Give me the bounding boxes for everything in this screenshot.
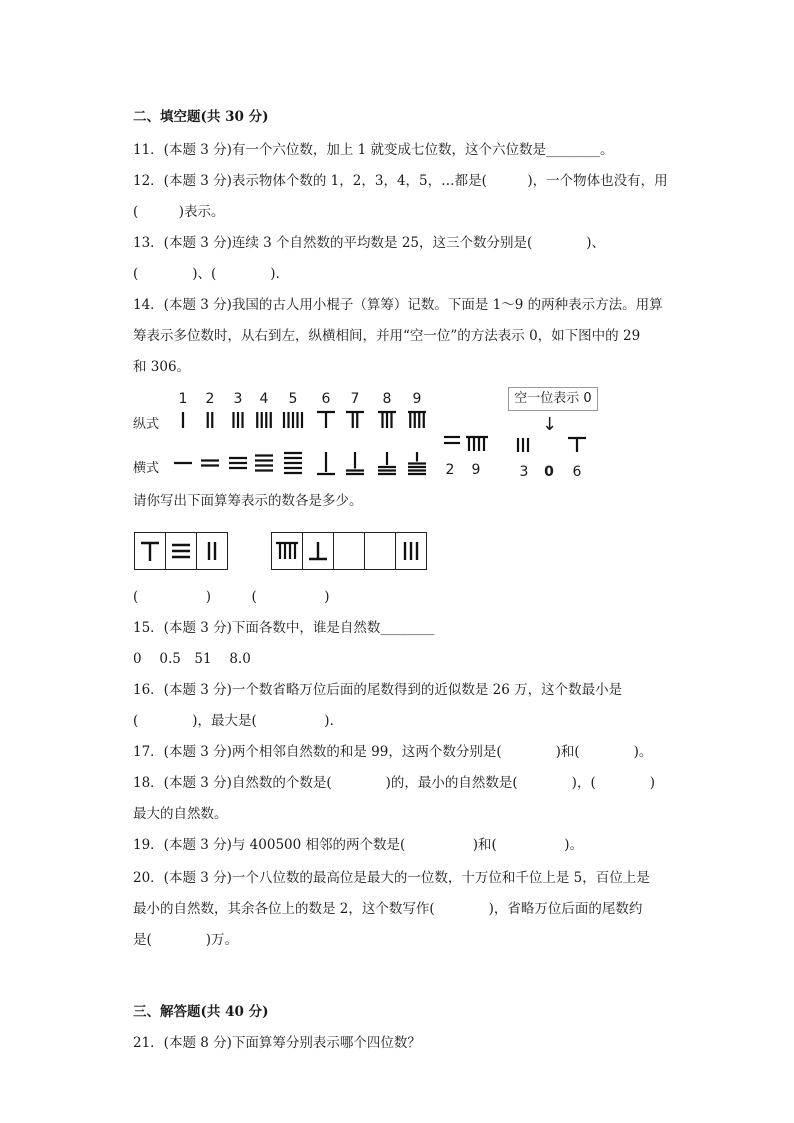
- digit-header-4: 4: [259, 391, 269, 407]
- digit-header-5: 5: [288, 391, 298, 407]
- question-20-line2: 最小的自然数，其余各位上的数是 2，这个数写作( )，省略万位后面的尾数约: [133, 901, 643, 917]
- empty-place-note: 空一位表示 0: [508, 387, 598, 411]
- rod-cell-empty: [334, 533, 365, 569]
- example2-digit-tens: 0: [544, 464, 554, 480]
- question-18-line1: 18．(本题 3 分)自然数的个数是( )的，最小的自然数是( )，( ): [133, 775, 655, 791]
- question-20-line3: 是( )万。: [133, 932, 239, 948]
- question-13-line2: ( )、( )．: [133, 266, 290, 282]
- question-17: 17．(本题 3 分)两个相邻自然数的和是 99，这两个数分别是( )和( )。: [133, 744, 653, 760]
- rod-cell: [396, 533, 426, 569]
- example1-digit-tens: 2: [445, 462, 455, 478]
- question-15-options: 0 0.5 51 8.0: [133, 651, 251, 667]
- question-20-line1: 20．(本题 3 分)一个八位数的最高位是最大的一位数，十万位和千位上是 5，百位上是: [133, 870, 650, 886]
- vertical-label: 纵式: [133, 417, 160, 432]
- question-12-line1: 12．(本题 3 分)表示物体个数的 1，2，3，4，5，…都是( )，一个物体也没有，用: [133, 173, 668, 189]
- example1-digit-ones: 9: [471, 462, 481, 478]
- example2-digit-hundreds: 3: [519, 464, 529, 480]
- digit-header-3: 3: [233, 391, 243, 407]
- arrow-icon: ↓: [542, 414, 558, 435]
- rod-box-2: [271, 532, 427, 570]
- question-16-line1: 16．(本题 3 分)一个数省略万位后面的尾数得到的近似数是 26 万，这个数最小是: [133, 682, 623, 698]
- question-15-line1: 15．(本题 3 分)下面各数中，谁是自然数________: [133, 620, 435, 636]
- question-14-prompt: 请你写出下面算筹表示的数各是多少。: [133, 493, 363, 509]
- digit-header-8: 8: [382, 391, 392, 407]
- digit-header-1: 1: [178, 391, 188, 407]
- section-title: 二、填空题(共 30 分): [133, 109, 269, 125]
- rod-cell: [303, 533, 334, 569]
- question-19: 19．(本题 3 分)与 400500 相邻的两个数是( )和( )。: [133, 837, 584, 853]
- rod-box-1: [134, 532, 228, 570]
- question-14-line3: 和 306。: [133, 359, 191, 375]
- rod-cell-empty: [365, 533, 396, 569]
- question-16-line2: ( )，最大是( )．: [133, 713, 344, 729]
- question-14-line1: 14．(本题 3 分)我国的古人用小棍子（算筹）记数。下面是 1～9 的两种表示方法。用算: [133, 297, 663, 313]
- question-21: 21．(本题 8 分)下面算筹分别表示哪个四位数？: [133, 1035, 421, 1051]
- question-14-line2: 筹表示多位数时，从右到左，纵横相间，并用“空一位”的方法表示 0，如下图中的 29: [133, 328, 641, 344]
- question-14-answer-blanks: ( ) ( ): [133, 589, 330, 605]
- horizontal-label: 横式: [133, 461, 160, 476]
- digit-header-2: 2: [205, 391, 215, 407]
- digit-header-9: 9: [412, 391, 422, 407]
- rod-cell: [197, 533, 227, 569]
- question-18-line2: 最大的自然数。: [133, 806, 228, 822]
- rod-cell: [135, 533, 166, 569]
- question-12-line2: ( )表示。: [133, 204, 225, 220]
- section-title: 三、解答题(共 40 分): [133, 1004, 269, 1020]
- question-13-line1: 13．(本题 3 分)连续 3 个自然数的平均数是 25，这三个数分别是( )、: [133, 235, 606, 251]
- example2-digit-ones: 6: [572, 464, 582, 480]
- digit-header-7: 7: [350, 391, 360, 407]
- rod-cell: [166, 533, 197, 569]
- rod-cell: [272, 533, 303, 569]
- digit-header-6: 6: [321, 391, 331, 407]
- question-11: 11．(本题 3 分)有一个六位数，加上 1 就变成七位数，这个六位数是________。: [133, 142, 614, 158]
